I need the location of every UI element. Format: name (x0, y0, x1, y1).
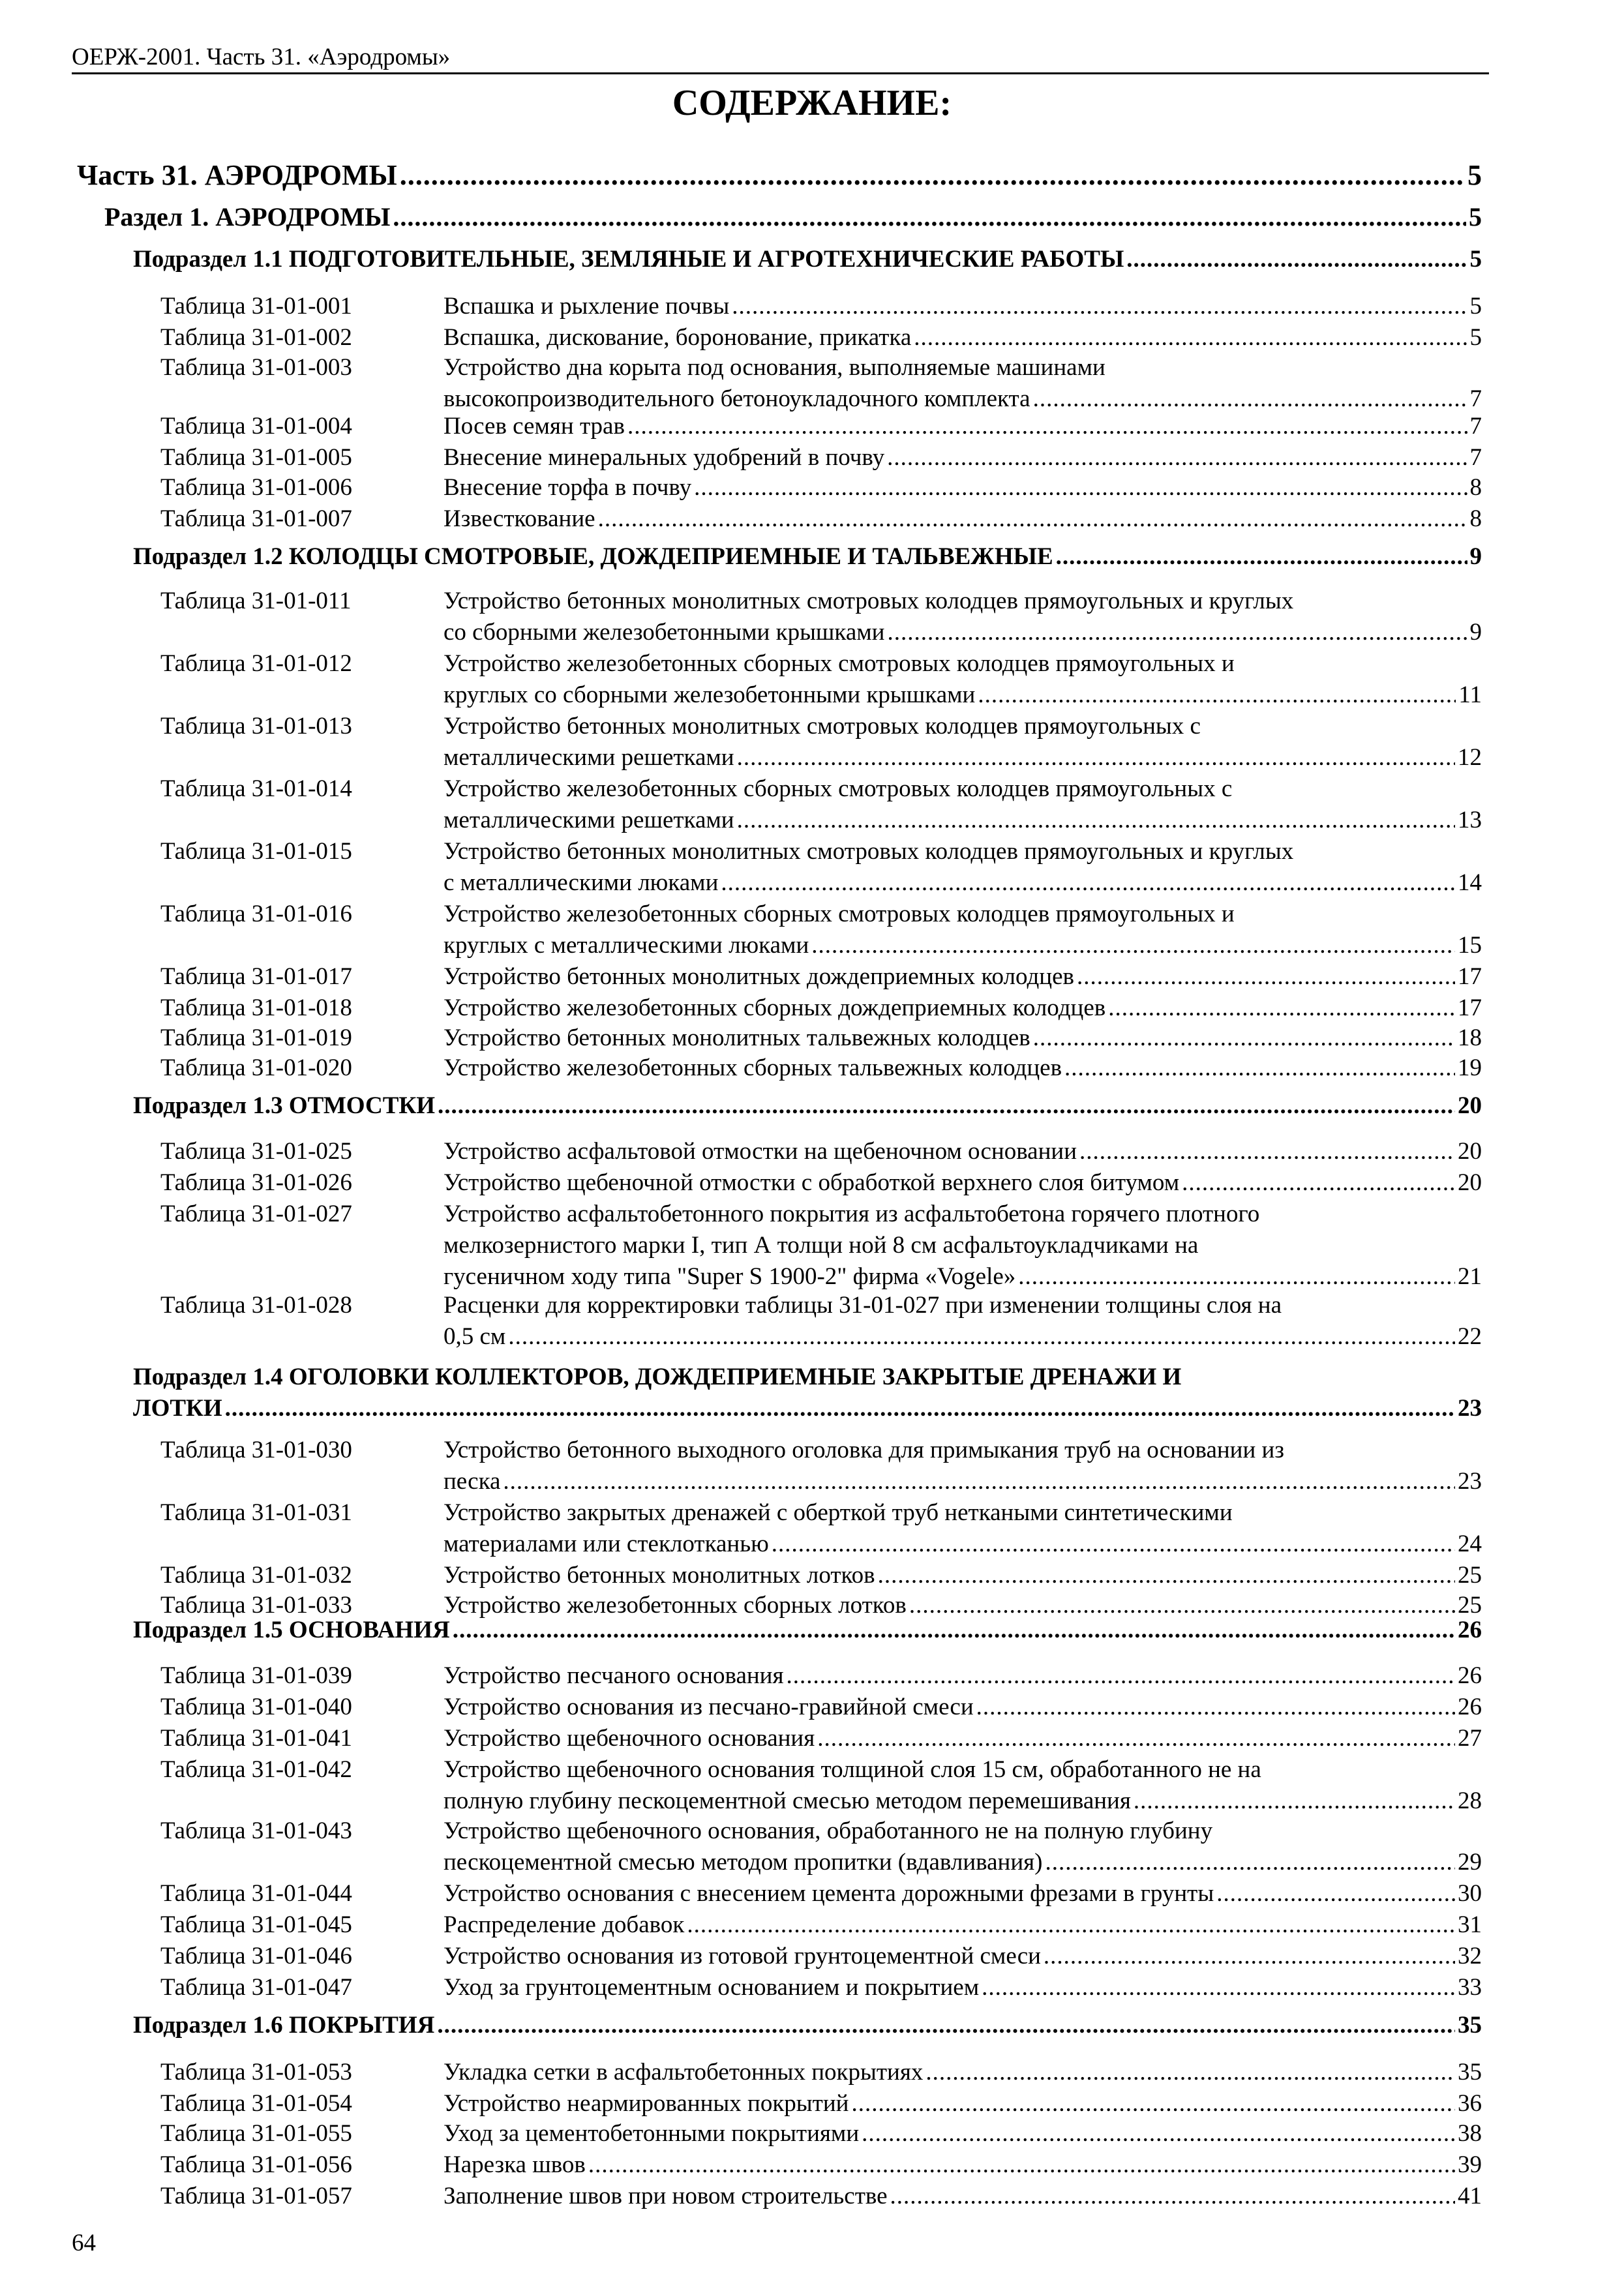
table-code: Таблица 31-01-027 (160, 1201, 352, 1227)
table-entry-page: 9 (1469, 619, 1482, 646)
table-entry[interactable] (444, 617, 1482, 648)
dot-leader (437, 2010, 1455, 2041)
table-code: Таблица 31-01-016 (160, 901, 352, 927)
table-entry-page: 14 (1458, 869, 1482, 896)
table-entry[interactable] (444, 1466, 1482, 1497)
table-entry-text: песка (444, 1468, 501, 1495)
dot-leader (508, 1321, 1455, 1353)
table-title-line: Устройство железобетонных сборных смотровых колодцев прямоугольных и (444, 650, 1235, 677)
table-code: Таблица 31-01-018 (160, 995, 352, 1021)
table-title-line: Устройство бетонных монолитных смотровых колодцев прямоугольных и круглых (444, 838, 1294, 865)
table-title-line: Устройство дна корыта под основания, выполняемые машинами (444, 354, 1105, 381)
toc-subsection-page: 9 (1469, 543, 1482, 570)
table-entry[interactable] (444, 1692, 1482, 1723)
table-code: Таблица 31-01-003 (160, 354, 352, 381)
table-code: Таблица 31-01-017 (160, 963, 352, 990)
table-code: Таблица 31-01-046 (160, 1943, 352, 1969)
table-entry[interactable] (444, 1847, 1482, 1878)
table-entry-text: Устройство основания из готовой грунтоцементной смеси (444, 1943, 1041, 1969)
dot-leader (787, 1660, 1456, 1692)
table-entry-page: 33 (1458, 1974, 1482, 2001)
table-entry-page: 28 (1458, 1788, 1482, 1814)
table-entry-text: металлическими решетками (444, 744, 734, 771)
table-entry-text: Устройство железобетонных сборных лотков (444, 1592, 907, 1619)
table-entry[interactable] (444, 291, 1482, 322)
dot-leader (817, 1723, 1455, 1754)
table-entry-page: 7 (1469, 413, 1482, 440)
table-entry-text: полную глубину пескоцементной смесью методом перемешивания (444, 1788, 1131, 1814)
table-entry-text: Устройство бетонных монолитных тальвежных колодцев (444, 1025, 1030, 1051)
table-code: Таблица 31-01-057 (160, 2183, 352, 2209)
dot-leader (1044, 1941, 1455, 1972)
table-entry-text: Устройство железобетонных сборных тальвежных колодцев (444, 1055, 1062, 1081)
table-entry-text: Устройство бетонных монолитных лотков (444, 1562, 875, 1589)
table-entry-page: 22 (1458, 1323, 1482, 1350)
table-entry[interactable] (444, 2118, 1482, 2149)
table-entry-page: 5 (1469, 293, 1482, 320)
dot-leader (1182, 1167, 1455, 1199)
table-code: Таблица 31-01-020 (160, 1055, 352, 1081)
table-entry-text: металлическими решетками (444, 807, 734, 833)
page-title: СОДЕРЖАНИЕ: (672, 83, 952, 123)
dot-leader (503, 1466, 1455, 1497)
table-entry-text: Нарезка швов (444, 2151, 586, 2178)
table-code: Таблица 31-01-047 (160, 1974, 352, 2001)
table-entry-page: 29 (1458, 1849, 1482, 1876)
table-entry[interactable] (444, 383, 1482, 415)
table-entry-page: 30 (1458, 1880, 1482, 1907)
toc-subsection-text: Подраздел 1.5 ОСНОВАНИЯ (133, 1617, 450, 1643)
table-code: Таблица 31-01-045 (160, 1911, 352, 1938)
table-code: Таблица 31-01-012 (160, 650, 352, 677)
table-entry-page: 7 (1469, 385, 1482, 412)
table-code: Таблица 31-01-053 (160, 2059, 352, 2086)
table-code: Таблица 31-01-002 (160, 324, 352, 351)
table-code: Таблица 31-01-019 (160, 1025, 352, 1051)
toc-subsection-page: 35 (1458, 2012, 1482, 2039)
table-entry-text: Вспашка и рыхление почвы (444, 293, 730, 320)
table-entry[interactable] (444, 1136, 1482, 1167)
dot-leader (1018, 1261, 1455, 1293)
table-title-line: Устройство бетонных монолитных смотровых колодцев прямоугольных и круглых (444, 588, 1294, 614)
table-entry[interactable] (444, 742, 1482, 773)
table-title-line: Устройство железобетонных сборных смотровых колодцев прямоугольных и (444, 901, 1235, 927)
table-entry-page: 7 (1469, 444, 1482, 471)
table-entry-text: Посев семян трав (444, 413, 625, 440)
table-code: Таблица 31-01-006 (160, 474, 352, 501)
table-entry-page: 11 (1458, 681, 1482, 708)
table-code: Таблица 31-01-001 (160, 293, 352, 320)
page-number: 64 (72, 2230, 96, 2256)
table-entry-text: Уход за грунтоцементным основанием и покрытием (444, 1974, 980, 2001)
table-entry-page: 21 (1458, 1263, 1482, 1290)
toc-subsection-page: 23 (1458, 1395, 1482, 1422)
table-entry[interactable] (444, 1167, 1482, 1199)
table-entry[interactable] (444, 930, 1482, 961)
table-entry-text: высокопроизводительного бетоноукладочного комплекта (444, 385, 1030, 412)
dot-leader (1056, 541, 1467, 573)
table-entry[interactable] (444, 1941, 1482, 1972)
table-entry-text: Укладка сетки в асфальтобетонных покрытиях (444, 2059, 924, 2086)
dot-leader (982, 1972, 1455, 2003)
table-entry-text: Устройство железобетонных сборных дождеприемных колодцев (444, 995, 1106, 1021)
table-entry-text: круглых с металлическими люками (444, 932, 809, 959)
toc-subsection-text: Подраздел 1.6 ПОКРЫТИЯ (133, 2012, 435, 2039)
table-entry-text: Внесение торфа в почву (444, 474, 692, 501)
table-entry[interactable] (444, 1786, 1482, 1817)
toc-section-text: Раздел 1. АЭРОДРОМЫ (104, 202, 391, 232)
toc-subsection-text: ЛОТКИ (133, 1395, 222, 1422)
dot-leader (393, 199, 1466, 235)
table-entry-page: 24 (1458, 1531, 1482, 1557)
table-code: Таблица 31-01-044 (160, 1880, 352, 1907)
table-entry-page: 31 (1458, 1911, 1482, 1938)
dot-leader (598, 503, 1467, 535)
dot-leader (1108, 993, 1455, 1024)
table-entry[interactable] (444, 2057, 1482, 2088)
table-title-line: Устройство бетонного выходного оголовка для примыкания труб на основании из (444, 1437, 1284, 1463)
running-header: ОЕРЖ-2001. Часть 31. «Аэродромы» (72, 44, 451, 70)
table-entry-text: гусеничном ходу типа "Super S 1900-2" фирма «Vogele» (444, 1263, 1016, 1290)
dot-leader (721, 867, 1455, 899)
table-entry-page: 15 (1458, 932, 1482, 959)
table-code: Таблица 31-01-032 (160, 1562, 352, 1589)
table-entry[interactable] (444, 680, 1482, 711)
table-entry-page: 27 (1458, 1725, 1482, 1752)
table-entry-page: 38 (1458, 2120, 1482, 2147)
table-entry-page: 20 (1458, 1169, 1482, 1196)
toc-part-page: 5 (1467, 159, 1482, 191)
table-entry-page: 8 (1469, 474, 1482, 501)
table-entry-text: Вспашка, дискование, боронование, прикатка (444, 324, 912, 351)
dot-leader (1064, 1053, 1455, 1084)
table-entry[interactable] (444, 1878, 1482, 1909)
table-entry-text: Внесение минеральных удобрений в почву (444, 444, 885, 471)
dot-leader (976, 1692, 1455, 1723)
table-code: Таблица 31-01-026 (160, 1169, 352, 1196)
table-entry[interactable] (444, 993, 1482, 1024)
table-entry[interactable] (444, 1723, 1482, 1754)
toc-part[interactable] (77, 157, 1482, 194)
dot-leader (811, 930, 1455, 961)
table-entry[interactable] (444, 1560, 1482, 1591)
table-entry-text: Устройство щебеночного основания (444, 1725, 815, 1752)
dot-leader (887, 442, 1467, 473)
toc-subsection[interactable] (133, 1615, 1482, 1646)
table-entry-text: с металлическими люками (444, 869, 719, 896)
dot-leader (862, 2118, 1455, 2149)
table-entry[interactable] (444, 2181, 1482, 2212)
toc-subsection-page: 20 (1458, 1092, 1482, 1119)
table-code: Таблица 31-01-054 (160, 2090, 352, 2117)
header-rule (72, 72, 1489, 74)
table-entry-text: Распределение добавок (444, 1911, 685, 1938)
dot-leader (851, 2088, 1455, 2119)
toc-subsection-page: 26 (1458, 1617, 1482, 1643)
table-title-line: Устройство закрытых дренажей с оберткой труб неткаными синтетическими (444, 1499, 1233, 1526)
dot-leader (878, 1560, 1455, 1591)
table-code: Таблица 31-01-056 (160, 2151, 352, 2178)
table-code: Таблица 31-01-011 (160, 588, 352, 614)
dot-leader (772, 1529, 1455, 1560)
dot-leader (438, 1090, 1455, 1122)
table-entry[interactable] (444, 1529, 1482, 1560)
table-entry-text: Устройство асфальтовой отмостки на щебеночном основании (444, 1138, 1077, 1165)
table-entry-page: 20 (1458, 1138, 1482, 1165)
table-entry[interactable] (444, 961, 1482, 993)
dot-leader (1134, 1786, 1455, 1817)
table-entry[interactable] (444, 2149, 1482, 2181)
dot-leader (978, 680, 1456, 711)
table-entry-page: 18 (1458, 1025, 1482, 1051)
dot-leader (887, 617, 1467, 648)
toc-subsection-label: Подраздел 1.4 ОГОЛОВКИ КОЛЛЕКТОРОВ, ДОЖДЕПРИЕМНЫЕ ЗАКРЫТЫЕ ДРЕНАЖИ И (133, 1364, 1182, 1390)
dot-leader (1077, 961, 1455, 993)
table-entry[interactable] (444, 472, 1482, 503)
table-title-line: Устройство асфальтобетонного покрытия из асфальтобетона горячего плотного (444, 1201, 1260, 1227)
table-code: Таблица 31-01-014 (160, 775, 352, 802)
table-entry[interactable] (444, 1909, 1482, 1941)
table-entry-page: 8 (1469, 505, 1482, 532)
table-entry-text: Устройство песчаного основания (444, 1662, 784, 1689)
toc-part-text: Часть 31. АЭРОДРОМЫ (77, 159, 397, 191)
table-entry-page: 17 (1458, 963, 1482, 990)
table-entry-page: 41 (1458, 2183, 1482, 2209)
toc-subsection-text: Подраздел 1.1 ПОДГОТОВИТЕЛЬНЫЕ, ЗЕМЛЯНЫЕ И АГРОТЕХНИЧЕСКИЕ РАБОТЫ (133, 246, 1124, 273)
toc-subsection[interactable] (133, 244, 1482, 275)
table-entry-text: Известкование (444, 505, 595, 532)
toc-subsection[interactable] (133, 541, 1482, 573)
dot-leader (1033, 1023, 1455, 1054)
toc-subsection[interactable] (133, 2010, 1482, 2041)
table-entry[interactable] (444, 1321, 1482, 1353)
table-entry-page: 13 (1458, 807, 1482, 833)
table-code: Таблица 31-01-041 (160, 1725, 352, 1752)
table-entry-text: круглых со сборными железобетонными крышками (444, 681, 976, 708)
table-entry-text: Уход за цементобетонными покрытиями (444, 2120, 860, 2147)
dot-leader (453, 1615, 1455, 1646)
table-entry-page: 23 (1458, 1468, 1482, 1495)
table-entry-page: 19 (1458, 1055, 1482, 1081)
dot-leader (1216, 1878, 1455, 1909)
table-title-line: мелкозернистого марки I, тип А толщи ной 8 см асфальтоукладчиками на (444, 1232, 1199, 1259)
dot-leader (588, 2149, 1455, 2181)
table-code: Таблица 31-01-015 (160, 838, 352, 865)
toc-subsection[interactable] (133, 1393, 1482, 1424)
table-code: Таблица 31-01-033 (160, 1592, 352, 1619)
table-title-line: Устройство железобетонных сборных смотровых колодцев прямоугольных с (444, 775, 1233, 802)
table-entry-page: 35 (1458, 2059, 1482, 2086)
table-entry-page: 36 (1458, 2090, 1482, 2117)
table-entry[interactable] (444, 1261, 1482, 1293)
dot-leader (925, 2057, 1455, 2088)
table-entry-page: 17 (1458, 995, 1482, 1021)
table-code: Таблица 31-01-042 (160, 1756, 352, 1783)
dot-leader (737, 805, 1455, 836)
dot-leader (687, 1909, 1455, 1941)
table-entry-text: Заполнение швов при новом строительстве (444, 2183, 888, 2209)
table-entry-page: 39 (1458, 2151, 1482, 2178)
table-entry-text: материалами или стеклотканью (444, 1531, 769, 1557)
table-entry-text: Устройство основания с внесением цемента дорожными фрезами в грунты (444, 1880, 1214, 1907)
table-entry[interactable] (444, 322, 1482, 353)
toc-subsection-text: Подраздел 1.3 ОТМОСТКИ (133, 1092, 435, 1119)
table-entry-text: со сборными железобетонными крышками (444, 619, 885, 646)
table-entry[interactable] (444, 1053, 1482, 1084)
table-entry[interactable] (444, 1972, 1482, 2003)
dot-leader (1045, 1847, 1455, 1878)
table-entry-text: Устройство основания из песчано-гравийной смеси (444, 1694, 974, 1720)
table-code: Таблица 31-01-007 (160, 505, 352, 532)
table-code: Таблица 31-01-039 (160, 1662, 352, 1689)
table-entry-page: 26 (1458, 1694, 1482, 1720)
toc-subsection-page: 5 (1469, 246, 1482, 273)
dot-leader (1126, 244, 1467, 275)
table-code: Таблица 31-01-040 (160, 1694, 352, 1720)
table-entry[interactable] (444, 1023, 1482, 1054)
table-code: Таблица 31-01-005 (160, 444, 352, 471)
toc-section-page: 5 (1469, 202, 1482, 232)
table-title-line: Устройство щебеночного основания толщиной слоя 15 см, обработанного не на (444, 1756, 1261, 1783)
table-entry-text: Устройство неармированных покрытий (444, 2090, 849, 2117)
table-entry[interactable] (444, 503, 1482, 535)
table-title-line: Расценки для корректировки таблицы 31-01-027 при изменении толщины слоя на (444, 1292, 1282, 1319)
table-entry-text: 0,5 см (444, 1323, 506, 1350)
table-entry-page: 12 (1458, 744, 1482, 771)
table-entry-page: 26 (1458, 1662, 1482, 1689)
toc-subsection[interactable] (133, 1090, 1482, 1122)
dot-leader (732, 291, 1467, 322)
dot-leader (1033, 383, 1467, 415)
dot-leader (694, 472, 1467, 503)
table-code: Таблица 31-01-030 (160, 1437, 352, 1463)
table-entry[interactable] (444, 805, 1482, 836)
dot-leader (914, 322, 1467, 353)
dot-leader (890, 2181, 1455, 2212)
table-code: Таблица 31-01-004 (160, 413, 352, 440)
table-entry-page: 25 (1458, 1592, 1482, 1619)
table-entry-text: Устройство щебеночной отмостки с обработкой верхнего слоя битумом (444, 1169, 1180, 1196)
table-entry[interactable] (444, 442, 1482, 473)
table-entry[interactable] (444, 1660, 1482, 1692)
table-entry-page: 32 (1458, 1943, 1482, 1969)
table-entry-page: 5 (1469, 324, 1482, 351)
dot-leader (225, 1393, 1455, 1424)
dot-leader (737, 742, 1455, 773)
table-code: Таблица 31-01-055 (160, 2120, 352, 2147)
table-code: Таблица 31-01-025 (160, 1138, 352, 1165)
table-entry[interactable] (444, 2088, 1482, 2119)
table-title-line: Устройство щебеночного основания, обработанного не на полную глубину (444, 1818, 1213, 1844)
table-entry-text: Устройство бетонных монолитных дождеприемных колодцев (444, 963, 1074, 990)
dot-leader (627, 411, 1467, 442)
table-code: Таблица 31-01-013 (160, 713, 352, 740)
table-entry-page: 25 (1458, 1562, 1482, 1589)
dot-leader (400, 157, 1465, 194)
table-code: Таблица 31-01-031 (160, 1499, 352, 1526)
table-entry[interactable] (444, 867, 1482, 899)
table-code: Таблица 31-01-028 (160, 1292, 352, 1319)
table-title-line: Устройство бетонных монолитных смотровых колодцев прямоугольных с (444, 713, 1201, 740)
table-entry[interactable] (444, 411, 1482, 442)
toc-section[interactable] (104, 199, 1482, 235)
dot-leader (1079, 1136, 1455, 1167)
table-code: Таблица 31-01-043 (160, 1818, 352, 1844)
toc-subsection-text: Подраздел 1.2 КОЛОДЦЫ СМОТРОВЫЕ, ДОЖДЕПРИЕМНЫЕ И ТАЛЬВЕЖНЫЕ (133, 543, 1053, 570)
table-entry-text: пескоцементной смесью методом пропитки (вдавливания) (444, 1849, 1043, 1876)
